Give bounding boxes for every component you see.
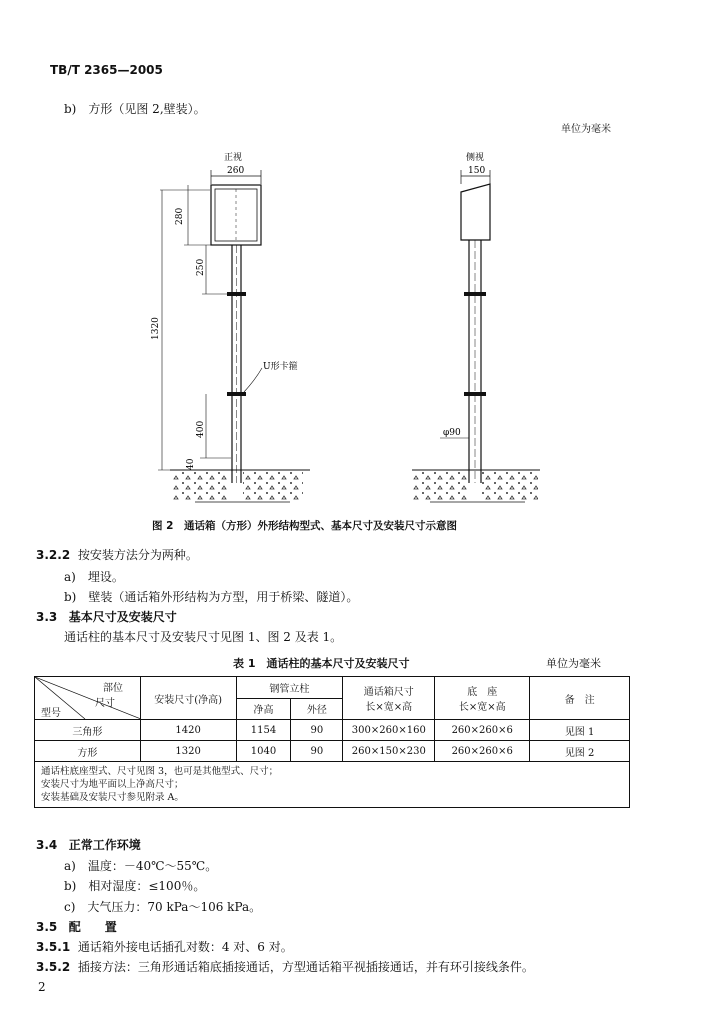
section-title: 基本尺寸及安装尺寸 — [68, 610, 177, 624]
header-box-sub: 长×宽×高 — [365, 702, 413, 713]
table-note: 通话柱底座型式、尺寸见图 3，也可是其他型式、尺寸； — [41, 766, 279, 777]
cell-box: 260×150×230 — [343, 741, 435, 762]
header-base-title: 底 座 — [467, 687, 498, 698]
cell-net: 1040 — [236, 741, 291, 762]
section-3-3-text: 通话柱的基本尺寸及安装尺寸见图 1、图 2 及表 1。 — [64, 630, 343, 644]
item-pressure: c) 大气压力：70 kPa～106 kPa。 — [64, 900, 262, 914]
section-3-2-2 — [36, 546, 198, 563]
header-box — [343, 677, 435, 720]
section-text: 按安装方法分为两种。 — [77, 548, 198, 562]
header-type: 型号 — [41, 708, 61, 719]
table-notes — [35, 762, 630, 808]
header-install: 安装尺寸(净高) — [140, 677, 236, 720]
section-3-3 — [36, 608, 177, 625]
section-title: 正常工作环境 — [68, 838, 141, 852]
diag-header-cell — [35, 677, 141, 720]
document-code: TB/T 2365—2005 — [50, 63, 163, 77]
header-net: 净高 — [236, 698, 291, 720]
phone-box-side — [461, 184, 490, 240]
cell-outer: 90 — [291, 741, 343, 762]
figure-caption: 图 2 通话箱（方形）外形结构型式、基本尺寸及安装尺寸示意图 — [152, 520, 457, 532]
dim-total: 1320 — [151, 317, 161, 340]
cell-base: 260×260×6 — [435, 720, 530, 741]
dim-box-height: 280 — [175, 207, 185, 225]
u-clamp-label: U形卡箍 — [263, 362, 298, 372]
front-view — [151, 152, 310, 502]
figure-2-drawing — [0, 140, 705, 510]
cell-net: 1154 — [236, 720, 291, 741]
cell-install: 1320 — [140, 741, 236, 762]
section-text: 插接方法：三角形通话箱底插接通话，方型通话箱平视插接通话，并有环引接线条件。 — [77, 960, 534, 974]
section-number: 3.3 — [36, 610, 58, 624]
table-note: 安装尺寸为地平面以上净高尺寸； — [41, 779, 184, 790]
header-base — [435, 677, 530, 720]
unit-note-top: 单位为毫米 — [561, 124, 611, 135]
section-3-5-1 — [36, 938, 293, 955]
side-view — [412, 151, 540, 502]
dim-250: 250 — [196, 258, 206, 276]
header-part: 部位 — [103, 683, 123, 694]
table-caption: 表 1 通话柱的基本尺寸及安装尺寸 — [233, 657, 410, 670]
header-base-sub: 长×宽×高 — [458, 702, 506, 713]
item-b-top: b) 方形（见图 2,壁装）。 — [64, 102, 206, 116]
section-3-5-2 — [36, 958, 534, 975]
table-1 — [34, 676, 630, 808]
dim-front-width: 260 — [227, 166, 245, 176]
item-temperature: a) 温度：－40℃～55℃。 — [64, 859, 218, 873]
header-outer: 外径 — [291, 698, 343, 720]
section-number: 3.5.1 — [36, 940, 71, 954]
cell-remark: 见图 1 — [530, 720, 630, 741]
u-clamp-lower — [227, 392, 246, 396]
header-size: 尺寸 — [95, 698, 115, 709]
cell-type: 三角形 — [35, 720, 141, 741]
section-number: 3.4 — [36, 838, 58, 852]
cell-base: 260×260×6 — [435, 741, 530, 762]
page-number: 2 — [38, 980, 46, 994]
cell-outer: 90 — [291, 720, 343, 741]
header-pole: 钢管立柱 — [236, 677, 343, 699]
dim-diameter: φ90 — [443, 428, 461, 438]
section-number: 3.5 — [36, 920, 58, 934]
cell-remark: 见图 2 — [530, 741, 630, 762]
item-a-bury: a) 埋设。 — [64, 570, 124, 584]
table-unit: 单位为毫米 — [546, 657, 601, 670]
header-remark: 备 注 — [530, 677, 630, 720]
section-title: 配 置 — [68, 920, 117, 934]
u-clamp-upper — [227, 292, 246, 296]
dim-side-width: 150 — [468, 166, 486, 176]
dim-40: 40 — [186, 458, 196, 470]
side-view-label: 侧视 — [466, 153, 485, 163]
dim-400: 400 — [196, 420, 206, 438]
header-box-title: 通话箱尺寸 — [363, 687, 414, 698]
section-3-5 — [36, 918, 117, 935]
table-row — [35, 720, 630, 741]
cell-type: 方形 — [35, 741, 141, 762]
item-b-wall: b) 壁装（通话箱外形结构为方型，用于桥梁、隧道）。 — [64, 590, 359, 604]
section-number: 3.2.2 — [36, 548, 71, 562]
item-humidity: b) 相对湿度：≤100％。 — [64, 879, 206, 893]
section-text: 通话箱外接电话插孔对数：4 对、6 对。 — [77, 940, 293, 954]
table-note: 安装基础及安装尺寸参见附录 A。 — [41, 792, 184, 803]
section-number: 3.5.2 — [36, 960, 71, 974]
section-3-4 — [36, 836, 141, 853]
table-row — [35, 741, 630, 762]
cell-install: 1420 — [140, 720, 236, 741]
front-view-label: 正视 — [224, 153, 243, 163]
cell-box: 300×260×160 — [343, 720, 435, 741]
